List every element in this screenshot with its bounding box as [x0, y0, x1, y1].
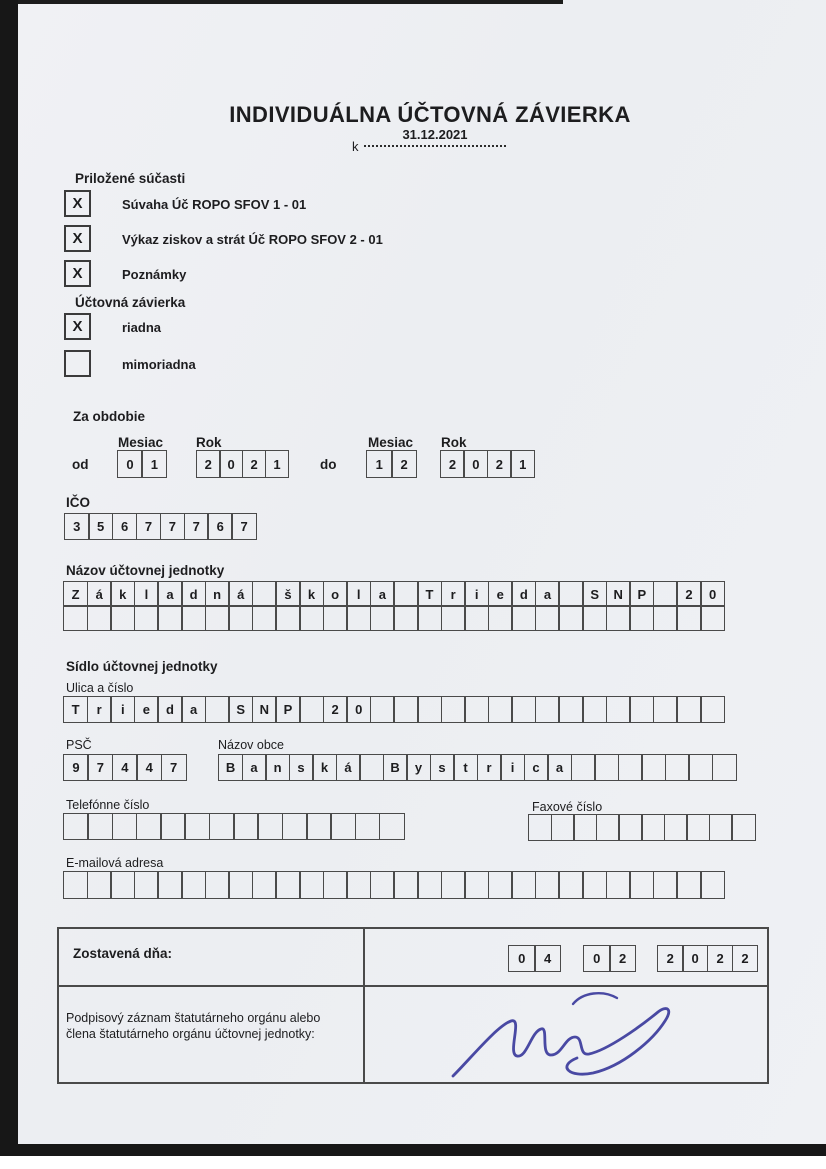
grid-cell	[558, 871, 583, 899]
grid-cell: 3	[64, 513, 90, 540]
grid-cell	[160, 813, 186, 840]
grid-cell	[370, 696, 395, 723]
grid-cell	[535, 605, 560, 631]
grid-cell	[346, 605, 371, 631]
grid-cell: r	[477, 754, 502, 781]
grid-cell: n	[265, 754, 290, 781]
grid-cell: B	[218, 754, 243, 781]
checkbox-vykaz-label: Výkaz ziskov a strát Úč ROPO SFOV 2 - 01	[122, 232, 383, 247]
grid-cell: 2	[657, 945, 684, 972]
address-heading: Sídlo účtovnej jednotky	[66, 659, 218, 674]
grid-cell: 7	[87, 754, 113, 781]
grid-cell: y	[406, 754, 431, 781]
grid-cell: N	[252, 696, 277, 723]
grid-cell	[441, 696, 466, 723]
grid-cell: 7	[161, 754, 187, 781]
checkbox-suvaha-label: Súvaha Úč ROPO SFOV 1 - 01	[122, 197, 307, 212]
grid-cell	[136, 813, 162, 840]
grid-cell: 0	[682, 945, 709, 972]
grid-cell: S	[582, 581, 607, 607]
ico-grid	[64, 513, 257, 540]
grid-cell: a	[370, 581, 395, 607]
grid-cell: 0	[508, 945, 536, 972]
checkbox-riadna: X	[64, 313, 91, 340]
grid-cell: k	[110, 581, 135, 607]
closing-heading: Účtovná závierka	[75, 295, 186, 310]
grid-cell	[618, 814, 642, 841]
grid-cell	[63, 871, 88, 899]
grid-cell	[441, 871, 466, 899]
footer-divider-vertical	[363, 929, 365, 1082]
grid-cell	[653, 871, 678, 899]
grid-cell: 0	[117, 450, 143, 478]
month-label-from: Mesiac	[118, 435, 164, 450]
grid-cell	[323, 871, 348, 899]
grid-cell	[700, 605, 725, 631]
grid-cell	[370, 871, 395, 899]
grid-cell	[594, 754, 619, 781]
grid-cell	[582, 696, 607, 723]
grid-cell: e	[488, 581, 513, 607]
footer-divider-horizontal	[59, 985, 767, 987]
statement-date: 31.12.2021	[364, 127, 506, 147]
grid-cell	[299, 871, 324, 899]
grid-cell: i	[464, 581, 489, 607]
fax-label: Faxové číslo	[532, 800, 603, 814]
grid-cell	[511, 696, 536, 723]
grid-cell: S	[228, 696, 253, 723]
compiled-month-grid	[583, 945, 636, 972]
grid-cell: s	[289, 754, 314, 781]
grid-cell	[488, 605, 513, 631]
grid-cell	[323, 605, 348, 631]
city-grid	[218, 754, 737, 781]
grid-cell	[370, 605, 395, 631]
grid-cell	[606, 696, 631, 723]
grid-cell	[573, 814, 597, 841]
grid-cell: i	[500, 754, 525, 781]
grid-cell	[653, 696, 678, 723]
grid-cell: 4	[112, 754, 138, 781]
grid-cell: s	[430, 754, 455, 781]
fax-grid	[528, 814, 756, 841]
grid-cell	[464, 871, 489, 899]
grid-cell	[233, 813, 259, 840]
ico-heading: IČO	[66, 495, 91, 510]
email-label: E-mailová adresa	[66, 856, 164, 870]
grid-cell	[712, 754, 737, 781]
grid-cell	[87, 605, 112, 631]
grid-cell: 2	[487, 450, 512, 478]
grid-cell: T	[417, 581, 442, 607]
grid-cell: k	[299, 581, 324, 607]
grid-cell: a	[181, 696, 206, 723]
grid-cell	[417, 696, 442, 723]
street-label: Ulica a číslo	[66, 681, 134, 695]
year-label-from: Rok	[196, 435, 222, 450]
grid-cell	[511, 871, 536, 899]
grid-cell: B	[383, 754, 408, 781]
phone-grid	[63, 813, 405, 840]
grid-cell: a	[242, 754, 267, 781]
signature-caption	[66, 1010, 366, 1043]
grid-cell	[393, 581, 418, 607]
grid-cell: 1	[510, 450, 535, 478]
grid-cell	[330, 813, 356, 840]
grid-cell	[181, 605, 206, 631]
to-year-grid	[440, 450, 535, 478]
grid-cell: P	[275, 696, 300, 723]
grid-cell	[551, 814, 575, 841]
grid-cell	[488, 871, 513, 899]
form-title: INDIVIDUÁLNA ÚČTOVNÁ ZÁVIERKA	[229, 102, 631, 127]
scan-margin-bottom	[0, 1156, 826, 1169]
grid-cell: 2	[242, 450, 267, 478]
grid-cell: 4	[136, 754, 162, 781]
grid-cell	[299, 696, 324, 723]
grid-cell: 6	[207, 513, 233, 540]
month-label-to: Mesiac	[368, 435, 414, 450]
grid-cell	[686, 814, 710, 841]
grid-cell	[275, 871, 300, 899]
grid-cell: r	[87, 696, 112, 723]
grid-cell: 5	[88, 513, 114, 540]
grid-cell	[582, 605, 607, 631]
grid-cell	[653, 605, 678, 631]
scan-edge-bottom	[0, 1144, 826, 1156]
grid-cell	[228, 605, 253, 631]
grid-cell	[653, 581, 678, 607]
city-label: Názov obce	[218, 738, 285, 752]
grid-cell	[558, 581, 583, 607]
psc-grid	[63, 754, 187, 781]
grid-cell: c	[524, 754, 549, 781]
grid-cell: 4	[534, 945, 562, 972]
grid-cell	[629, 871, 654, 899]
signature-handwriting	[445, 988, 695, 1086]
signature-caption-line1: Podpisový záznam štatutárneho orgánu alebo	[66, 1011, 321, 1025]
grid-cell: d	[157, 696, 182, 723]
grid-cell	[110, 605, 135, 631]
grid-cell: a	[535, 581, 560, 607]
attachments-heading: Priložené súčasti	[75, 171, 186, 186]
grid-cell	[252, 581, 277, 607]
to-label: do	[320, 457, 337, 472]
grid-cell	[664, 814, 688, 841]
grid-cell	[511, 605, 536, 631]
grid-cell	[700, 696, 725, 723]
grid-cell: 7	[184, 513, 210, 540]
grid-cell	[582, 871, 607, 899]
grid-cell: d	[511, 581, 536, 607]
from-month-grid	[117, 450, 167, 478]
grid-cell	[184, 813, 210, 840]
checkbox-poznamky-label: Poznámky	[122, 267, 187, 282]
phone-label: Telefónne číslo	[66, 798, 150, 812]
grid-cell	[63, 813, 89, 840]
grid-cell: 2	[707, 945, 734, 972]
grid-cell	[700, 871, 725, 899]
grid-cell	[110, 871, 135, 899]
grid-cell	[676, 605, 701, 631]
grid-cell	[257, 813, 283, 840]
grid-cell	[157, 871, 182, 899]
grid-cell	[688, 754, 713, 781]
grid-cell	[488, 696, 513, 723]
grid-cell	[205, 605, 230, 631]
grid-cell: P	[629, 581, 654, 607]
grid-cell	[558, 696, 583, 723]
grid-cell	[676, 871, 701, 899]
grid-cell	[665, 754, 690, 781]
grid-cell: 0	[463, 450, 488, 478]
grid-cell: l	[346, 581, 371, 607]
grid-cell: a	[157, 581, 182, 607]
grid-cell: T	[63, 696, 88, 723]
grid-cell: e	[134, 696, 159, 723]
grid-cell: š	[275, 581, 300, 607]
from-label: od	[72, 457, 89, 472]
grid-cell	[87, 871, 112, 899]
grid-cell	[393, 605, 418, 631]
grid-cell: 2	[323, 696, 348, 723]
grid-cell	[87, 813, 113, 840]
grid-cell	[629, 696, 654, 723]
compiled-on-label: Zostavená dňa:	[73, 946, 173, 961]
grid-cell: a	[547, 754, 572, 781]
grid-cell: n	[205, 581, 230, 607]
grid-cell: 7	[160, 513, 186, 540]
grid-cell	[571, 754, 596, 781]
grid-cell	[346, 871, 371, 899]
grid-cell: o	[323, 581, 348, 607]
grid-cell	[393, 871, 418, 899]
checkbox-riadna-label: riadna	[122, 320, 162, 335]
from-year-grid	[196, 450, 289, 478]
grid-cell: á	[87, 581, 112, 607]
grid-cell	[355, 813, 381, 840]
grid-cell	[393, 696, 418, 723]
grid-cell: 2	[676, 581, 701, 607]
grid-cell	[112, 813, 138, 840]
entity-name-grid-row2	[63, 605, 725, 631]
grid-cell	[618, 754, 643, 781]
grid-cell	[205, 696, 230, 723]
grid-cell	[205, 871, 230, 899]
scan-edge-top	[18, 0, 563, 4]
entity-name-heading: Názov účtovnej jednotky	[66, 563, 225, 578]
year-label-to: Rok	[441, 435, 467, 450]
grid-cell: 0	[219, 450, 244, 478]
entity-name-grid-row1	[63, 581, 725, 607]
grid-cell	[606, 605, 631, 631]
grid-cell: 2	[196, 450, 221, 478]
grid-cell	[441, 605, 466, 631]
grid-cell	[359, 754, 384, 781]
grid-cell: 2	[609, 945, 637, 972]
grid-cell	[417, 871, 442, 899]
grid-cell	[535, 696, 560, 723]
grid-cell	[63, 605, 88, 631]
to-month-grid	[366, 450, 417, 478]
grid-cell: á	[336, 754, 361, 781]
grid-cell	[464, 696, 489, 723]
grid-cell: r	[441, 581, 466, 607]
grid-cell: 1	[265, 450, 290, 478]
grid-cell: l	[134, 581, 159, 607]
grid-cell	[252, 871, 277, 899]
date-prefix-label: k	[352, 139, 359, 154]
grid-cell	[629, 605, 654, 631]
grid-cell	[306, 813, 332, 840]
checkbox-vykaz: X	[64, 225, 91, 252]
grid-cell: 2	[732, 945, 759, 972]
checkbox-mimoriadna	[64, 350, 91, 377]
grid-cell	[134, 605, 159, 631]
grid-cell	[596, 814, 620, 841]
grid-cell	[535, 871, 560, 899]
grid-cell	[641, 754, 666, 781]
grid-cell	[641, 814, 665, 841]
grid-cell: 1	[366, 450, 393, 478]
compiled-year-grid	[657, 945, 758, 972]
grid-cell	[228, 871, 253, 899]
grid-cell: 6	[112, 513, 138, 540]
grid-cell: i	[110, 696, 135, 723]
scan-edge-left	[0, 0, 18, 1150]
street-grid	[63, 696, 725, 723]
grid-cell	[731, 814, 755, 841]
grid-cell	[606, 871, 631, 899]
grid-cell: 0	[346, 696, 371, 723]
grid-cell	[676, 696, 701, 723]
grid-cell: 2	[391, 450, 418, 478]
period-heading: Za obdobie	[73, 409, 145, 424]
checkbox-suvaha: X	[64, 190, 91, 217]
grid-cell: d	[181, 581, 206, 607]
checkbox-poznamky: X	[64, 260, 91, 287]
grid-cell	[181, 871, 206, 899]
grid-cell: N	[606, 581, 631, 607]
grid-cell	[464, 605, 489, 631]
grid-cell	[134, 871, 159, 899]
grid-cell	[709, 814, 733, 841]
grid-cell	[528, 814, 552, 841]
grid-cell: 0	[583, 945, 611, 972]
grid-cell: 7	[231, 513, 257, 540]
grid-cell	[275, 605, 300, 631]
compiled-day-grid	[508, 945, 561, 972]
email-grid	[63, 871, 725, 899]
grid-cell: k	[312, 754, 337, 781]
grid-cell	[252, 605, 277, 631]
grid-cell	[157, 605, 182, 631]
grid-cell	[417, 605, 442, 631]
grid-cell: 9	[63, 754, 89, 781]
grid-cell: á	[228, 581, 253, 607]
grid-cell	[209, 813, 235, 840]
grid-cell	[282, 813, 308, 840]
grid-cell	[379, 813, 405, 840]
grid-cell: t	[453, 754, 478, 781]
grid-cell: 2	[440, 450, 465, 478]
grid-cell: 0	[700, 581, 725, 607]
grid-cell: 1	[141, 450, 167, 478]
grid-cell: Z	[63, 581, 88, 607]
checkbox-mimoriadna-label: mimoriadna	[122, 357, 196, 372]
grid-cell	[299, 605, 324, 631]
grid-cell	[558, 605, 583, 631]
psc-label: PSČ	[66, 738, 92, 752]
signature-caption-line2: člena štatutárneho orgánu účtovnej jednotky:	[66, 1027, 315, 1042]
grid-cell: 7	[136, 513, 162, 540]
